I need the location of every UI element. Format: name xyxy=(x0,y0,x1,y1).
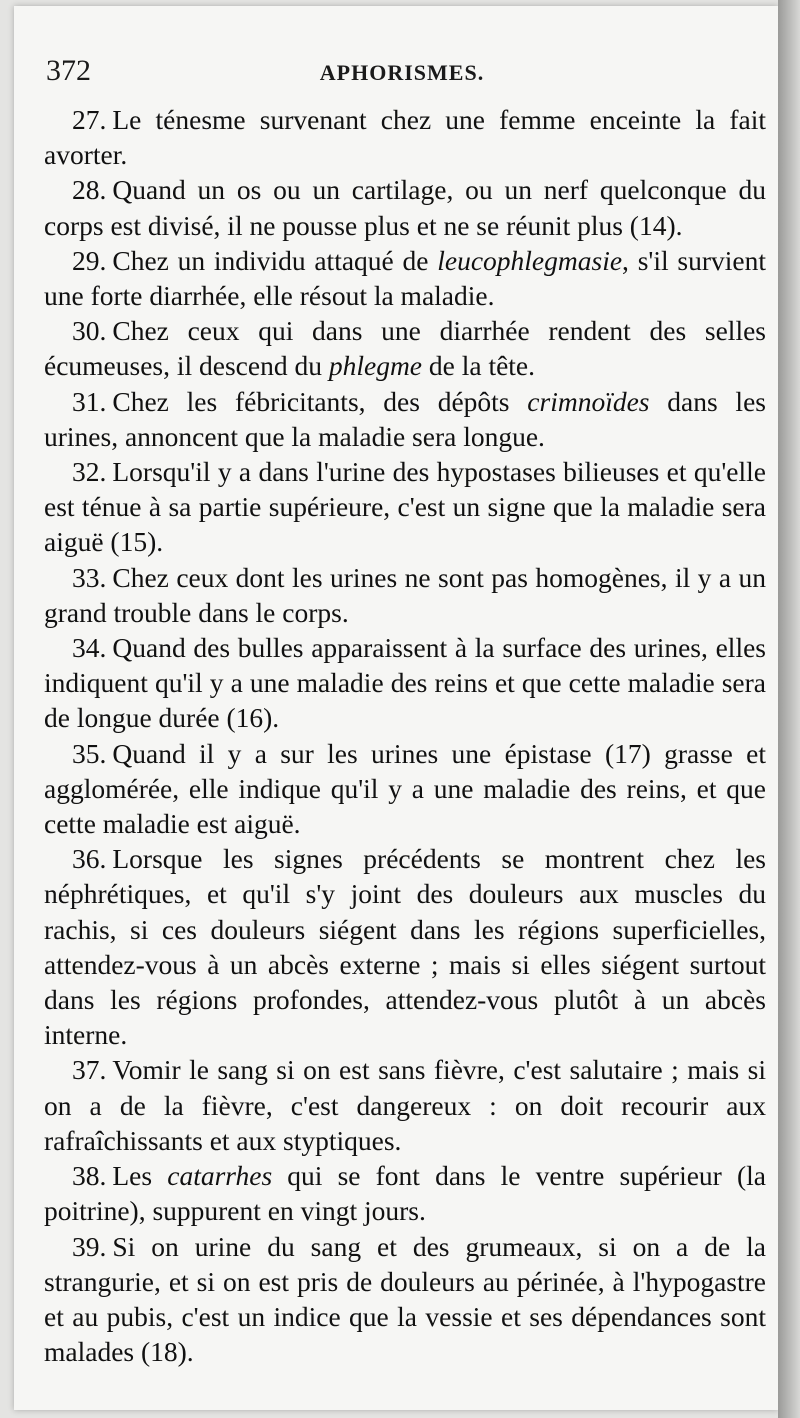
aphorism-text: Le ténesme survenant chez une femme enceinte la fait avorter. xyxy=(44,104,766,171)
aphorism-text: Les xyxy=(112,1160,168,1192)
aphorism-number: 38. xyxy=(72,1160,107,1192)
aphorism-text: de la tête. xyxy=(422,350,536,382)
book-page xyxy=(14,6,778,1410)
aphorism-number: 29. xyxy=(72,244,107,276)
aphorism-number: 31. xyxy=(72,385,107,417)
aphorism-text: Lorsque les signes précédents se montrent chez les néphrétiques, et qu'il s'y joint des douleurs aux muscles du rachis, si ces douleurs siégent dans les régions superficielles, attendez-vous à un abcès externe ; mais si elles siégent surtout dans les régions profondes, attendez-vous plutôt à un abcès interne. xyxy=(44,843,766,1051)
aphorism-number: 35. xyxy=(72,737,107,769)
aphorism-text: qui se font dans le ventre supérieur (la poitrine), suppurent en vingt jours. xyxy=(44,1160,766,1227)
aphorism-text: Chez ceux dont les urines ne sont pas homogènes, il y a un grand trouble dans le corps. xyxy=(44,561,766,628)
aphorism-31 xyxy=(44,384,766,454)
aphorism-text: Si on urine du sang et des grumeaux, si on a de la strangurie, et si on est pris de douleurs au périnée, à l'hypogastre et au pubis, c'est un indice que la vessie et ses dépendances sont malades (18). xyxy=(44,1230,766,1368)
page-edge-shadow xyxy=(778,0,800,1418)
aphorism-text: Vomir le sang si on est sans fièvre, c'est salutaire ; mais si on a de la fièvre, c'est dangereux : on doit recourir aux rafraîchissants et aux styptiques. xyxy=(44,1054,766,1156)
aphorism-text: Quand un os ou un cartilage, ou un nerf quelconque du corps est divisé, il ne pousse plus et ne se réunit plus (14). xyxy=(44,174,766,241)
aphorism-text: , s'il survient une forte diarrhée, elle résout la maladie. xyxy=(44,244,766,312)
aphorism-text: Chez un individu attaqué de xyxy=(112,244,438,276)
italic-term: catarrhes xyxy=(167,1160,273,1192)
aphorism-text: Quand il y a sur les urines une épistase (17) grasse et agglomérée, elle indique qu'il y a une maladie des reins, et que cette maladie est aiguë. xyxy=(44,737,766,840)
page-body xyxy=(44,102,766,1369)
aphorism-32 xyxy=(44,454,766,560)
aphorism-number: 32. xyxy=(72,456,107,488)
aphorism-27 xyxy=(44,102,766,172)
aphorism-number: 34. xyxy=(72,632,107,664)
aphorism-text: Lorsqu'il y a dans l'urine des hypostases bilieuses et qu'elle est ténue à sa partie supérieure, c'est un signe que la maladie sera aiguë (15). xyxy=(44,456,766,558)
aphorism-28 xyxy=(44,172,766,242)
aphorism-34 xyxy=(44,630,766,736)
aphorism-33 xyxy=(44,560,766,630)
aphorism-text: Quand des bulles apparaissent à la surface des urines, elles indiquent qu'il y a une maladie des reins et que cette maladie sera de longue durée (16). xyxy=(44,632,766,734)
running-title: APHORISMES. xyxy=(319,60,485,85)
aphorism-text: Chez les fébricitants, des dépôts xyxy=(112,385,528,417)
aphorism-35 xyxy=(44,736,766,842)
aphorism-number: 36. xyxy=(72,843,107,875)
aphorism-number: 37. xyxy=(72,1054,107,1086)
aphorism-text: Chez ceux qui dans une diarrhée rendent des selles écumeuses, il descend du xyxy=(44,315,766,382)
aphorism-number: 28. xyxy=(72,174,107,206)
aphorism-text: dans les urines, annoncent que la maladie sera longue. xyxy=(44,385,766,452)
aphorism-30 xyxy=(44,313,766,383)
aphorism-29 xyxy=(44,243,766,313)
aphorism-number: 30. xyxy=(72,315,107,347)
italic-term: crimnoïdes xyxy=(527,385,650,417)
page-header xyxy=(46,54,758,94)
italic-term: phlegme xyxy=(328,350,423,382)
aphorism-number: 33. xyxy=(72,561,107,593)
aphorism-39 xyxy=(44,1229,766,1370)
aphorism-36 xyxy=(44,841,766,1052)
aphorism-38 xyxy=(44,1158,766,1228)
italic-term: leucophlegmasie xyxy=(437,244,623,276)
aphorism-number: 27. xyxy=(72,104,107,135)
page-number: 372 xyxy=(46,54,91,87)
aphorism-number: 39. xyxy=(72,1230,107,1262)
aphorism-37 xyxy=(44,1052,766,1158)
